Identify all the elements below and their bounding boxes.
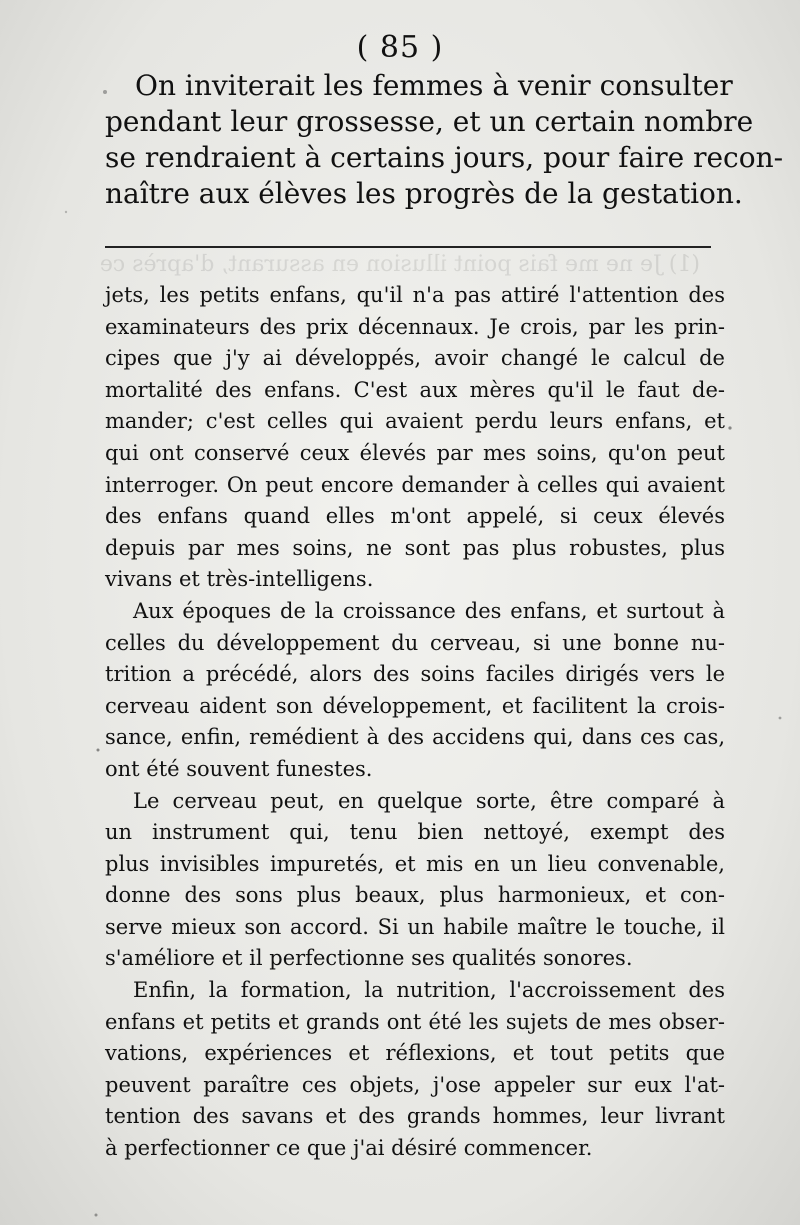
- text-line: un instrument qui, tenu bien nettoyé, exempt des: [105, 820, 725, 845]
- text-line: s'améliore et il perfectionne ses qualités sonores.: [105, 946, 633, 971]
- text-line: plus invisibles impuretés, et mis en un lieu convenable,: [105, 851, 725, 876]
- text-line: pendant leur grossesse, et un certain nombre: [105, 105, 754, 138]
- text-line: interroger. On peut encore demander à celles qui avaient: [105, 472, 725, 497]
- text-line: cipes que j'y ai développés, avoir changé le calcul de: [105, 346, 725, 371]
- text-line: Aux époques de la croissance des enfans, et surtout à: [133, 598, 725, 623]
- text-line: enfans et petits et grands ont été les sujets de mes obser-: [105, 1009, 725, 1034]
- text-line: jets, les petits enfans, qu'il n'a pas attiré l'attention des: [105, 283, 725, 307]
- text-line: naître aux élèves les progrès de la gestation.: [105, 177, 743, 210]
- text-line: mortalité des enfans. C'est aux mères qu'il le faut de-: [105, 377, 725, 402]
- text-line: à perfectionner ce que j'ai désiré commencer.: [105, 1136, 593, 1161]
- text-line: vivans et très-intelligens.: [105, 567, 374, 592]
- text-line: donne des sons plus beaux, plus harmonieux, et con-: [105, 883, 725, 908]
- text-line: sance, enfin, remédient à des accidens qui, dans ces cas,: [105, 725, 725, 750]
- text-line: Enfin, la formation, la nutrition, l'accroissement des: [133, 978, 725, 1003]
- text-line: des enfans quand elles m'ont appelé, si ceux élevés: [105, 504, 725, 529]
- text-line: trition a précédé, alors des soins faciles dirigés vers le: [105, 662, 725, 687]
- footnote-separator: [105, 246, 711, 248]
- page-number: ( 85 ): [356, 30, 444, 65]
- text-line: tention des savans et des grands hommes, leur livrant: [105, 1104, 725, 1129]
- text-line: On inviterait les femmes à venir consulter: [135, 69, 733, 102]
- footnote-paragraph: [105, 280, 725, 596]
- text-line: qui ont conservé ceux élevés par mes soins, qu'on peut: [105, 440, 725, 465]
- bleed-through-text: (1) Je ne me fais point illusion en assurant, d'après ce: [99, 252, 700, 277]
- footnote-paragraph: [105, 596, 725, 786]
- text-line: depuis par mes soins, ne sont pas plus robustes, plus: [105, 535, 725, 560]
- text-line: examinateurs des prix décennaux. Je crois, par les prin-: [105, 314, 725, 339]
- text-line: se rendraient à certains jours, pour faire recon-: [105, 141, 784, 174]
- footnote-paragraph: [105, 786, 725, 976]
- text-line: celles du développement du cerveau, si une bonne nu-: [105, 630, 725, 655]
- footnote-text: [105, 280, 725, 1165]
- footnote-paragraph: [105, 975, 725, 1165]
- text-line: cerveau aident son développement, et facilitent la crois-: [105, 693, 725, 718]
- text-line: peuvent paraître ces objets, j'ose appeler sur eux l'at-: [105, 1072, 725, 1097]
- main-paragraph: [105, 68, 784, 212]
- text-line: Le cerveau peut, en quelque sorte, être comparé à: [133, 788, 725, 813]
- text-line: serve mieux son accord. Si un habile maître le touche, il: [105, 914, 725, 939]
- text-line: ont été souvent funestes.: [105, 756, 373, 781]
- text-line: mander; c'est celles qui avaient perdu leurs enfans, et: [105, 409, 725, 434]
- text-line: vations, expériences et réflexions, et tout petits que: [105, 1041, 725, 1066]
